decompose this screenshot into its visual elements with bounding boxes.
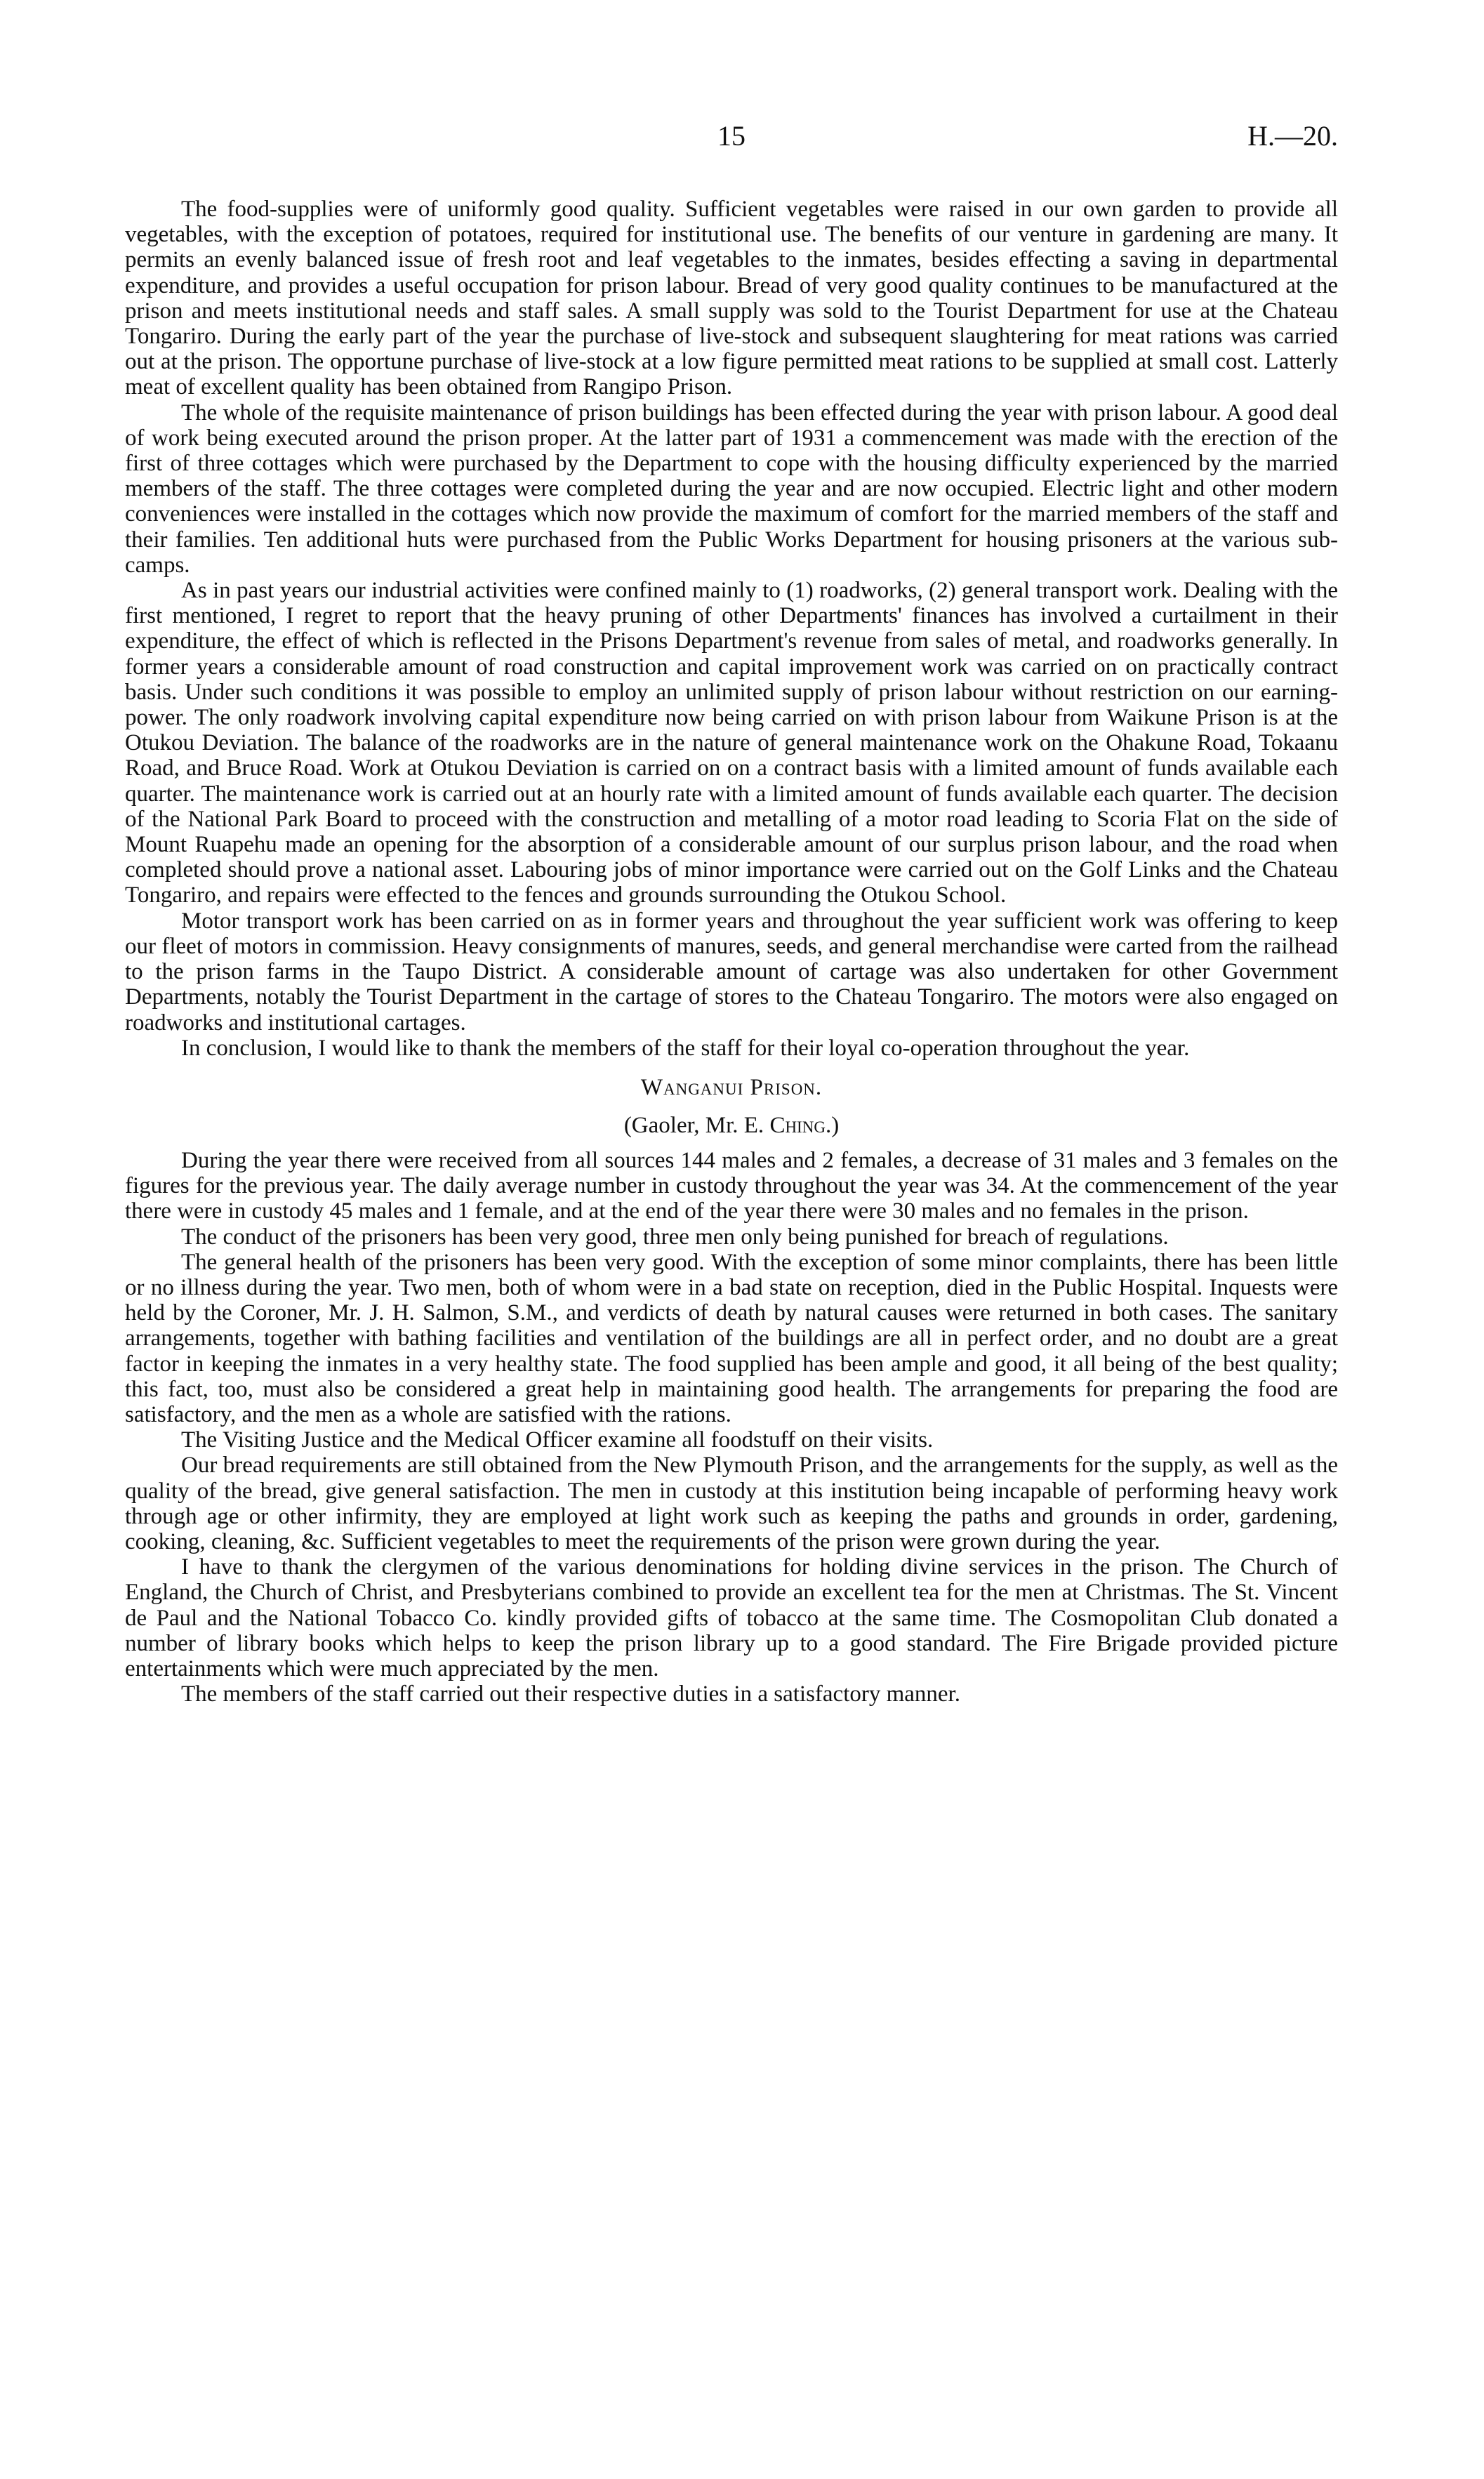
gaoler-prefix: (Gaoler, Mr. E. xyxy=(623,1112,770,1138)
paragraph-industrial-activities: As in past years our industrial activities were confined mainly to (1) roadworks, (2) general transport work. Dealing with the first mentioned, I regret to report that the heavy pruning of other Departments' finances has involved a curtailment in their expenditure, the effect of which is reflected in the Prisons Department's revenue from sales of metal, and roadworks generally. In former years a considerable amount of road construction and capital improvement work was carried on on practically contract basis. Under such conditions it was possible to employ an unlimited supply of prison labour without restriction on our earning-power. The only roadwork involving capital expenditure now being carried on with prison labour from Waikune Prison is at the Otukou Deviation. The balance of the roadworks are in the nature of general maintenance work on the Ohakune Road, Tokaanu Road, and Bruce Road. Work at Otukou Deviation is carried on on a contract basis with a limited amount of funds available each quarter. The maintenance work is carried out at an hourly rate with a limited amount of funds available each quarter. The decision of the National Park Board to proceed with the construction and metalling of a motor road leading to Scoria Flat on the side of Mount Ruapehu made an opening for the absorption of a considerable amount of our surplus prison labour, and the road when completed should prove a national asset. Labouring jobs of minor importance were carried out on the Golf Links and the Chateau Tongariro, and repairs were effected to the fences and grounds surrounding the Otukou School. xyxy=(125,578,1338,908)
gaoler-subheading xyxy=(125,1113,1338,1138)
page-number: 15 xyxy=(717,120,746,152)
wanganui-prison-section xyxy=(125,1075,1338,1707)
paragraph-food-supplies: The food-supplies were of uniformly good quality. Sufficient vegetables were raised in our own garden to provide all vegetables, with the exception of potatoes, required for institutional use. The benefits of our venture in gardening are many. It permits an evenly balanced issue of fresh root and leaf vegetables to the inmates, besides effecting a saving in departmental expenditure, and provides a useful occupation for prison labour. Bread of very good quality continues to be manufactured at the prison and meets institutional needs and staff sales. A small supply was sold to the Tourist Department for use at the Chateau Tongariro. During the early part of the year the purchase of live-stock and subsequent slaughtering for meat rations was carried out at the prison. The opportune purchase of live-stock at a low figure permitted meat rations to be supplied at small cost. Latterly meat of excellent quality has been obtained from Rangipo Prison. xyxy=(125,197,1338,400)
page-header xyxy=(125,119,1338,161)
gaoler-suffix: .) xyxy=(825,1112,840,1138)
paragraph-admissions: During the year there were received from all sources 144 males and 2 females, a decrease of 31 males and 3 females on the figures for the previous year. The daily average number in custody throughout the year was 34. At the commencement of the year there were in custody 45 males and 1 female, and at the end of the year there were 30 males and no females in the prison. xyxy=(125,1147,1338,1224)
paragraph-bread-requirements: Our bread requirements are still obtained from the New Plymouth Prison, and the arrangements for the supply, as well as the quality of the bread, give general satisfaction. The men in custody at this institution being incapable of performing heavy work through age or other infirmity, they are employed at light work such as keeping the paths and grounds in order, gardening, cooking, cleaning, &c. Sufficient vegetables to meet the requirements of the prison were grown during the year. xyxy=(125,1453,1338,1554)
paragraph-visiting-justice: The Visiting Justice and the Medical Officer examine all foodstuff on their visits. xyxy=(181,1427,934,1453)
section-heading xyxy=(125,1075,1338,1100)
waikune-prison-continued-section xyxy=(125,197,1338,1061)
paragraph-thanks-clergymen: I have to thank the clergymen of the various denominations for holding divine services in the prison. The Church of England, the Church of Christ, and Presbyterians combined to provide an excellent tea for the men at Christmas. The St. Vincent de Paul and the National Tobacco Co. kindly provided gifts of tobacco at the same time. The Cosmopolitan Club donated a number of library books which helps to keep the prison library up to a good standard. The Fire Brigade provided picture entertainments which were much appreciated by the men. xyxy=(125,1554,1338,1681)
paragraph-motor-transport: Motor transport work has been carried on as in former years and throughout the year sufficient work was offering to keep our fleet of motors in commission. Heavy consignments of manures, seeds, and general merchandise were carted from the railhead to the prison farms in the Taupo District. A considerable amount of cartage was also undertaken for other Government Departments, notably the Tourist Department in the cartage of stores to the Chateau Tongariro. The motors were also engaged on roadworks and institutional cartages. xyxy=(125,908,1338,1036)
paragraph-maintenance: The whole of the requisite maintenance of prison buildings has been effected during the year with prison labour. A good deal of work being executed around the prison proper. At the latter part of 1931 a commencement was made with the erection of the first of three cottages which were purchased by the Department to cope with the housing difficulty experienced by the married members of the staff. The three cottages were completed during the year and are now occupied. Electric light and other modern conveniences were installed in the cottages which now provide the maximum of comfort for the married members of the staff and their families. Ten additional huts were purchased from the Public Works Department for housing prisoners at the various sub-camps. xyxy=(125,399,1338,578)
document-page xyxy=(125,119,1338,1707)
gaoler-name: Ching xyxy=(769,1112,826,1138)
document-reference: H.—20. xyxy=(1247,120,1338,152)
paragraph-conduct: The conduct of the prisoners has been very good, three men only being punished for breach of regulations. xyxy=(181,1224,1169,1250)
paragraph-conclusion: In conclusion, I would like to thank the members of the staff for their loyal co-operation throughout the year. xyxy=(181,1035,1190,1061)
paragraph-staff-duties: The members of the staff carried out their respective duties in a satisfactory manner. xyxy=(181,1681,960,1707)
section-heading-text: Wanganui Prison. xyxy=(640,1074,823,1100)
document-body xyxy=(125,197,1338,1707)
paragraph-health: The general health of the prisoners has been very good. With the exception of some minor complaints, there has been little or no illness during the year. Two men, both of whom were in a bad state on reception, died in the Public Hospital. Inquests were held by the Coroner, Mr. J. H. Salmon, S.M., and verdicts of death by natural causes were returned in both cases. The sanitary arrangements, together with bathing facilities and ventilation of the buildings are all in perfect order, and no doubt are a great factor in keeping the inmates in a very healthy state. The food supplied has been ample and good, it all being of the best quality; this fact, too, must also be considered a great help in maintaining good health. The arrangements for preparing the food are satisfactory, and the men as a whole are satisfied with the rations. xyxy=(125,1249,1338,1427)
